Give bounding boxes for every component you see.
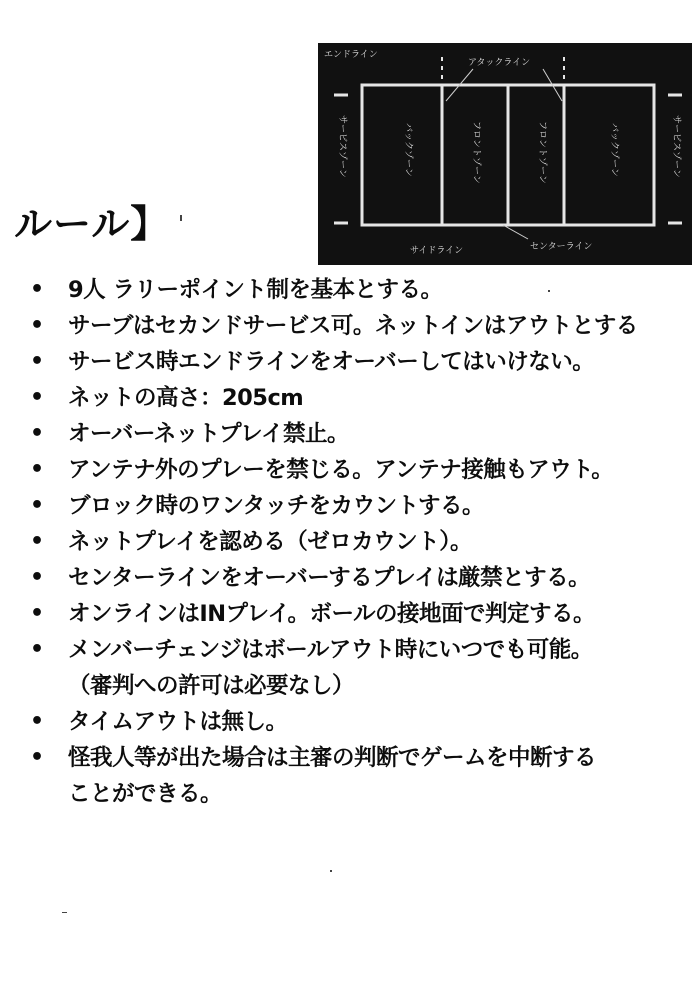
court-diagram-svg <box>318 43 692 265</box>
rule-text: メンバーチェンジはボールアウト時にいつでも可能。 <box>68 637 593 663</box>
rule-item <box>30 488 695 524</box>
bullet-icon: • <box>30 709 44 734</box>
side-line-label: サイドライン <box>410 246 464 256</box>
scan-speck <box>180 215 182 221</box>
bullet-icon: • <box>30 637 44 662</box>
bullet-icon: • <box>30 601 44 626</box>
bullet-icon: • <box>30 349 44 374</box>
scan-speck <box>548 290 550 292</box>
bullet-icon: • <box>30 385 44 410</box>
rule-item <box>30 272 695 308</box>
rule-item <box>30 416 695 452</box>
rule-text: 怪我人等が出た場合は主審の判断でゲームを中断する <box>68 745 597 771</box>
rule-item <box>30 380 695 416</box>
scan-speck <box>330 870 332 872</box>
rule-text: オンラインはINプレイ。ボールの接地面で判定する。 <box>68 601 596 627</box>
rule-text: サービス時エンドラインをオーバーしてはいけない。 <box>68 349 595 375</box>
bullet-icon: • <box>30 457 44 482</box>
rule-text: 9人 ラリーポイント制を基本とする。 <box>68 277 443 303</box>
rule-item <box>30 740 695 812</box>
bullet-icon: • <box>30 745 44 770</box>
court-diagram <box>318 43 692 265</box>
rule-text-continuation: （審判への許可は必要なし） <box>68 673 355 699</box>
rule-text: オーバーネットプレイ禁止。 <box>68 421 350 447</box>
bullet-icon: • <box>30 313 44 338</box>
rule-item <box>30 344 695 380</box>
rule-text: サーブはセカンドサービス可。ネットインはアウトとする <box>68 313 638 339</box>
rule-item <box>30 704 695 740</box>
page-heading: ルール】 <box>14 202 170 246</box>
rule-text: タイムアウトは無し。 <box>68 709 288 735</box>
front-zone-left-label: フロントゾーン <box>471 121 481 184</box>
rule-text: ブロック時のワンタッチをカウントする。 <box>68 493 484 519</box>
rule-item <box>30 560 695 596</box>
end-line-label: エンドライン <box>324 50 378 60</box>
attack-line-label: アタックライン <box>468 58 531 68</box>
rule-item <box>30 596 695 632</box>
rule-item <box>30 524 695 560</box>
leader-line <box>503 225 528 239</box>
rule-item <box>30 308 695 344</box>
rule-text-continuation: ことができる。 <box>68 781 223 807</box>
center-line-label: センターライン <box>530 242 593 252</box>
back-zone-left-label: バックゾーン <box>403 123 413 177</box>
service-zone-left-label: サービスゾーン <box>337 115 347 178</box>
rule-item <box>30 632 695 704</box>
rule-text: アンテナ外のプレーを禁じる。アンテナ接触もアウト。 <box>68 457 614 483</box>
rule-text: ネットプレイを認める（ゼロカウント）。 <box>68 529 473 555</box>
bullet-icon: • <box>30 565 44 590</box>
front-zone-right-label: フロントゾーン <box>537 121 547 184</box>
bullet-icon: • <box>30 277 44 302</box>
rule-text: ネットの高さ：205cm <box>68 385 304 411</box>
scan-speck <box>62 912 67 913</box>
bullet-icon: • <box>30 493 44 518</box>
bullet-icon: • <box>30 421 44 446</box>
bullet-icon: • <box>30 529 44 554</box>
rule-item <box>30 452 695 488</box>
rules-list <box>30 272 695 812</box>
rule-text: センターラインをオーバーするプレイは厳禁とする。 <box>68 565 591 591</box>
back-zone-right-label: バックゾーン <box>609 123 619 177</box>
service-zone-right-label: サービスゾーン <box>671 115 681 178</box>
